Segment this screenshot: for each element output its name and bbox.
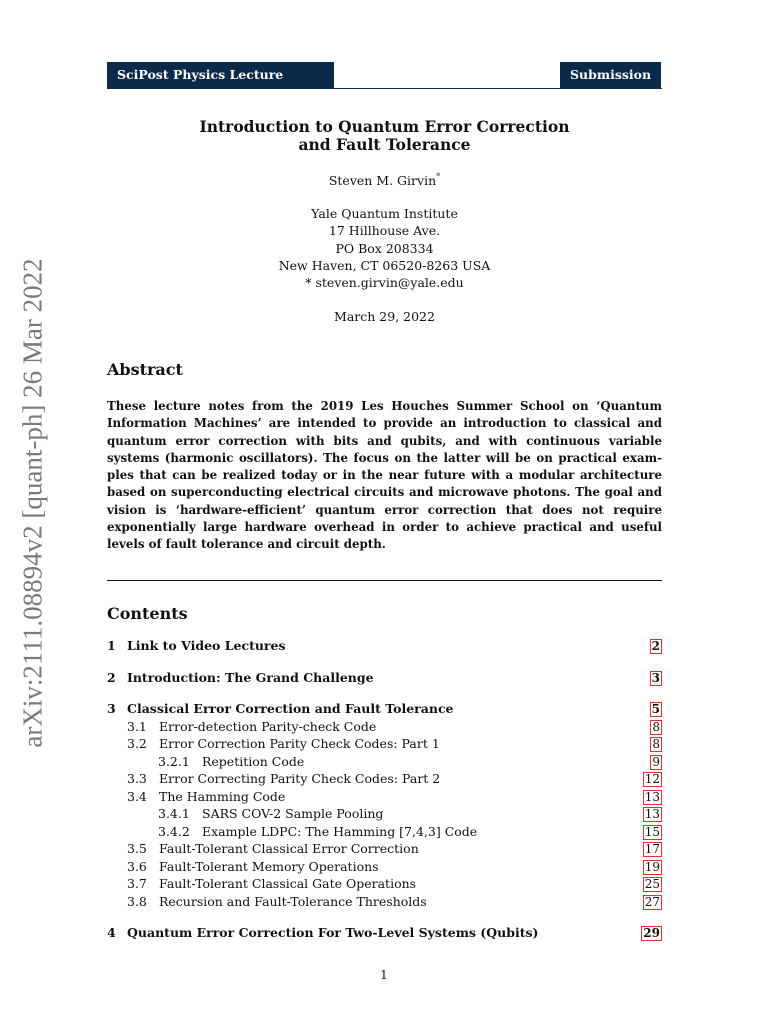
section-rule xyxy=(107,580,662,581)
toc-entry-number: 3.1 xyxy=(127,718,147,734)
toc-page-link[interactable]: 2 xyxy=(651,639,660,653)
toc-page-link[interactable]: 13 xyxy=(644,807,660,821)
affiliation-line: Yale Quantum Institute xyxy=(311,206,458,221)
toc-entry[interactable] xyxy=(107,700,662,718)
author-mark: * xyxy=(436,172,441,181)
toc-page-link[interactable]: 15 xyxy=(644,824,660,839)
toc-entry[interactable] xyxy=(107,823,662,841)
affiliation-line: New Haven, CT 06520-8263 USA xyxy=(278,257,491,273)
toc-entry-title[interactable]: Link to Video Lectures xyxy=(127,638,286,653)
toc-entry-number: 3.4.1 xyxy=(158,806,190,821)
toc-entry-title[interactable]: Classical Error Correction and Fault Tolerance xyxy=(127,701,454,716)
toc-entry[interactable] xyxy=(107,753,662,771)
toc-entry-title[interactable]: SARS COV-2 Sample Pooling xyxy=(202,806,384,821)
toc-entry-number: 3.5 xyxy=(127,841,147,856)
toc-entry-title[interactable]: Error Correcting Parity Check Codes: Part 2 xyxy=(159,771,441,786)
toc-page-link[interactable]: 5 xyxy=(651,702,660,716)
toc-page-link[interactable]: 27 xyxy=(644,894,660,909)
toc-entry-number: 3 xyxy=(107,701,116,716)
toc-entry-title[interactable]: Error Correction Parity Check Codes: Part 1 xyxy=(159,736,440,751)
toc-page-link[interactable]: 3 xyxy=(651,670,660,685)
toc-entry[interactable] xyxy=(107,669,662,687)
toc-entry-number: 3.4 xyxy=(127,788,147,804)
toc-page-link[interactable]: 12 xyxy=(644,772,660,786)
toc-entry-title[interactable]: The Hamming Code xyxy=(159,788,286,804)
toc-entry-number: 3.8 xyxy=(127,893,147,909)
toc-entry-title[interactable]: Fault-Tolerant Classical Error Correction xyxy=(159,841,419,856)
toc-entry-number: 3.2 xyxy=(127,736,147,751)
paper-title xyxy=(107,118,662,154)
arxiv-identifier: arXiv:2111.08894v2 [quant-ph] 26 Mar 2022 xyxy=(17,258,48,748)
toc-entry-number: 3.3 xyxy=(127,771,147,786)
abstract-text: These lecture notes from the 2019 Les Houches Summer School on ‘Quantum Information Machines’ are intended to provide an introduction to classical and quantum error correction with bits and qubits, and with continuous variable systems (harmonic oscillators). The focus on the latter will be on practical examples that can be realized today or in the near future with a modular architecture based on superconducting electrical circuits and microwave photons. The goal and vision is ‘hardware-efficient’ quantum error correction that does not require exponentially large hardware overhead in order to achieve practical and useful levels of fault tolerance and circuit depth. xyxy=(107,399,662,552)
toc-entry-title[interactable]: Example LDPC: The Hamming [7,4,3] Code xyxy=(202,823,478,839)
author-email[interactable]: * steven.girvin@yale.edu xyxy=(305,275,464,291)
toc-page-link[interactable]: 17 xyxy=(644,842,660,856)
author xyxy=(107,172,662,188)
toc-entry-number: 3.4.2 xyxy=(158,823,190,839)
toc-entry[interactable] xyxy=(107,893,662,911)
toc-entry-number: 3.7 xyxy=(127,876,147,891)
toc-entry-title[interactable]: Fault-Tolerant Memory Operations xyxy=(159,858,379,874)
title-line-1: Introduction to Quantum Error Correction xyxy=(199,117,570,136)
toc-entry[interactable] xyxy=(107,875,662,893)
toc-entry-title[interactable]: Quantum Error Correction For Two-Level Systems (Qubits) xyxy=(127,925,539,940)
toc-entry-number: 3.2.1 xyxy=(158,753,190,769)
toc-page-link[interactable]: 13 xyxy=(644,789,660,804)
toc-entry-title[interactable]: Error-detection Parity-check Code xyxy=(159,718,377,734)
toc-entry-number: 3.6 xyxy=(127,858,147,874)
toc-entry[interactable] xyxy=(107,770,662,788)
toc-entry-title[interactable]: Repetition Code xyxy=(202,753,305,769)
toc-entry-title[interactable]: Introduction: The Grand Challenge xyxy=(127,669,374,685)
affiliation-line: 17 Hillhouse Ave. xyxy=(328,223,441,239)
abstract-heading: Abstract xyxy=(107,360,183,379)
toc-entry-number: 4 xyxy=(107,925,116,940)
toc-entry[interactable] xyxy=(107,735,662,753)
toc-entry[interactable] xyxy=(107,805,662,823)
toc-page-link[interactable]: 25 xyxy=(644,877,660,891)
toc-entry[interactable] xyxy=(107,840,662,858)
author-name: Steven M. Girvin xyxy=(328,173,437,188)
submission-badge: Submission xyxy=(560,62,661,88)
toc-page-link[interactable]: 8 xyxy=(652,719,660,734)
toc-entry-number: 1 xyxy=(107,638,116,653)
toc-entry[interactable] xyxy=(107,788,662,806)
toc-page-link[interactable]: 29 xyxy=(643,926,660,940)
toc-page-link[interactable]: 8 xyxy=(652,737,660,751)
toc-entry[interactable] xyxy=(107,858,662,876)
toc-entry-number: 2 xyxy=(107,669,116,685)
toc-page-link[interactable]: 19 xyxy=(644,859,660,874)
publication-date: March 29, 2022 xyxy=(334,309,435,324)
header-rule xyxy=(107,88,662,89)
toc-entry[interactable] xyxy=(107,637,662,655)
title-line-2: and Fault Tolerance xyxy=(298,135,471,154)
toc-page-link[interactable]: 9 xyxy=(652,754,660,769)
page-number: 1 xyxy=(380,968,388,982)
affiliation-line: PO Box 208334 xyxy=(335,240,434,256)
affiliation xyxy=(107,205,662,291)
toc-entry-title[interactable]: Fault-Tolerant Classical Gate Operations xyxy=(159,876,417,891)
toc-entry[interactable] xyxy=(107,924,662,942)
table-of-contents xyxy=(107,637,662,942)
journal-banner: SciPost Physics Lecture Notes xyxy=(107,62,334,88)
toc-entry-title[interactable]: Recursion and Fault-Tolerance Thresholds xyxy=(159,893,427,909)
toc-entry[interactable] xyxy=(107,718,662,736)
contents-heading: Contents xyxy=(107,604,188,623)
